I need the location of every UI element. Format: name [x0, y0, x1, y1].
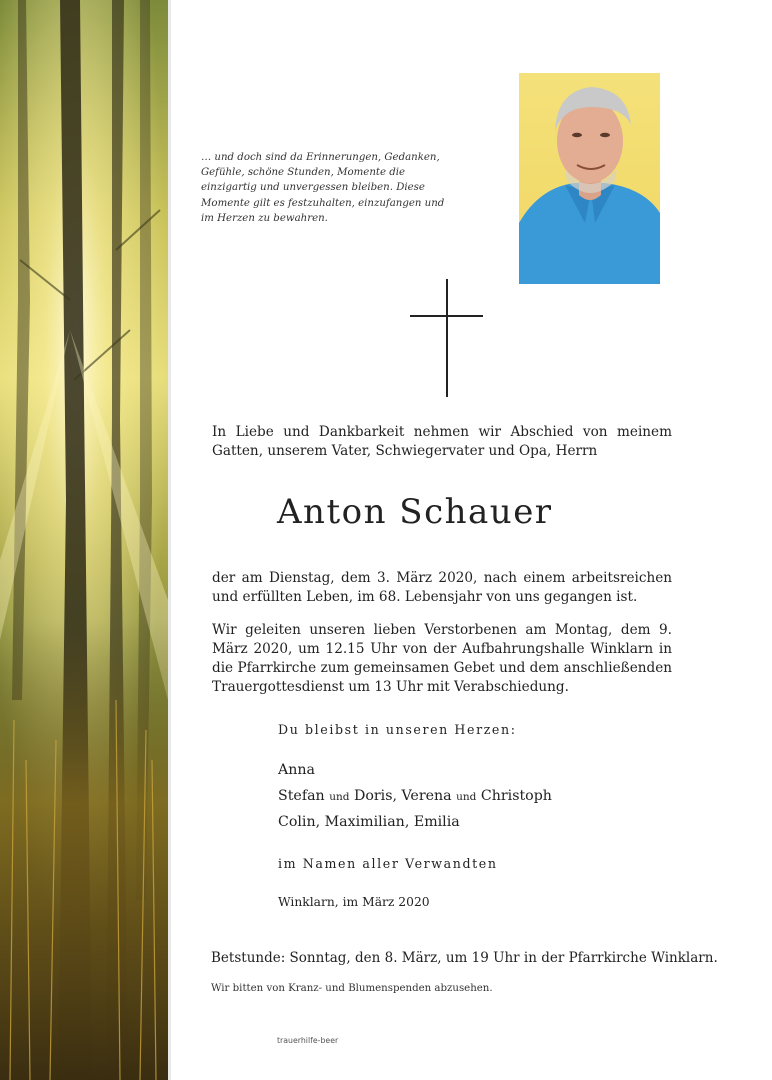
- family-member: Christoph: [480, 788, 552, 804]
- brand-label: trauerhilfe-beer: [277, 1036, 339, 1045]
- relatives-line: im Namen aller Verwandten: [278, 856, 498, 871]
- family-line-3: Colin, Maximilian, Emilia: [278, 814, 460, 830]
- divider-line: [168, 0, 171, 1080]
- family-member: Stefan: [278, 788, 325, 804]
- prayer-hour: Betstunde: Sonntag, den 8. März, um 19 Uhr in der Pfarrkirche Winklarn.: [211, 950, 718, 966]
- family-line-1: Anna: [278, 762, 315, 778]
- portrait-photo: [519, 73, 660, 284]
- conjunction: und: [456, 791, 477, 803]
- conjunction: und: [329, 791, 350, 803]
- remain-heading: Du bleibst in unseren Herzen:: [278, 722, 517, 737]
- intro-text: In Liebe und Dankbarkeit nehmen wir Abschied von meinem Gatten, unserem Vater, Schwiegervater und Opa, Herrn: [212, 424, 672, 459]
- death-info: der am Dienstag, dem 3. März 2020, nach einem arbeitsreichen und erfüllten Leben, im 68. Lebensjahr von uns gegangen ist.: [212, 570, 672, 605]
- family-member: Doris, Verena: [353, 788, 452, 804]
- memorial-quote: … und doch sind da Erinnerungen, Gedanken, Gefühle, schöne Stunden, Momente die einzigartig und unvergessen bleiben. Diese Momente gilt es festzuhalten, einzufangen und im Herzen zu bewahren.: [201, 152, 445, 224]
- forest-image: [0, 0, 168, 1080]
- funeral-info: Wir geleiten unseren lieben Verstorbenen am Montag, dem 9. März 2020, um 12.15 Uhr von der Aufbahrungshalle Winklarn in die Pfarrkirche zum gemeinsamen Gebet und dem anschließenden Trauergottesdienst um 13 Uhr mit Verabschiedung.: [212, 622, 672, 695]
- cross-vertical: [446, 279, 448, 397]
- donation-request: Wir bitten von Kranz- und Blumenspenden abzusehen.: [211, 983, 493, 994]
- place-date: Winklarn, im März 2020: [278, 895, 430, 909]
- deceased-name: Anton Schauer: [277, 492, 553, 532]
- family-line-2: [278, 788, 552, 804]
- cross-horizontal: [410, 315, 483, 317]
